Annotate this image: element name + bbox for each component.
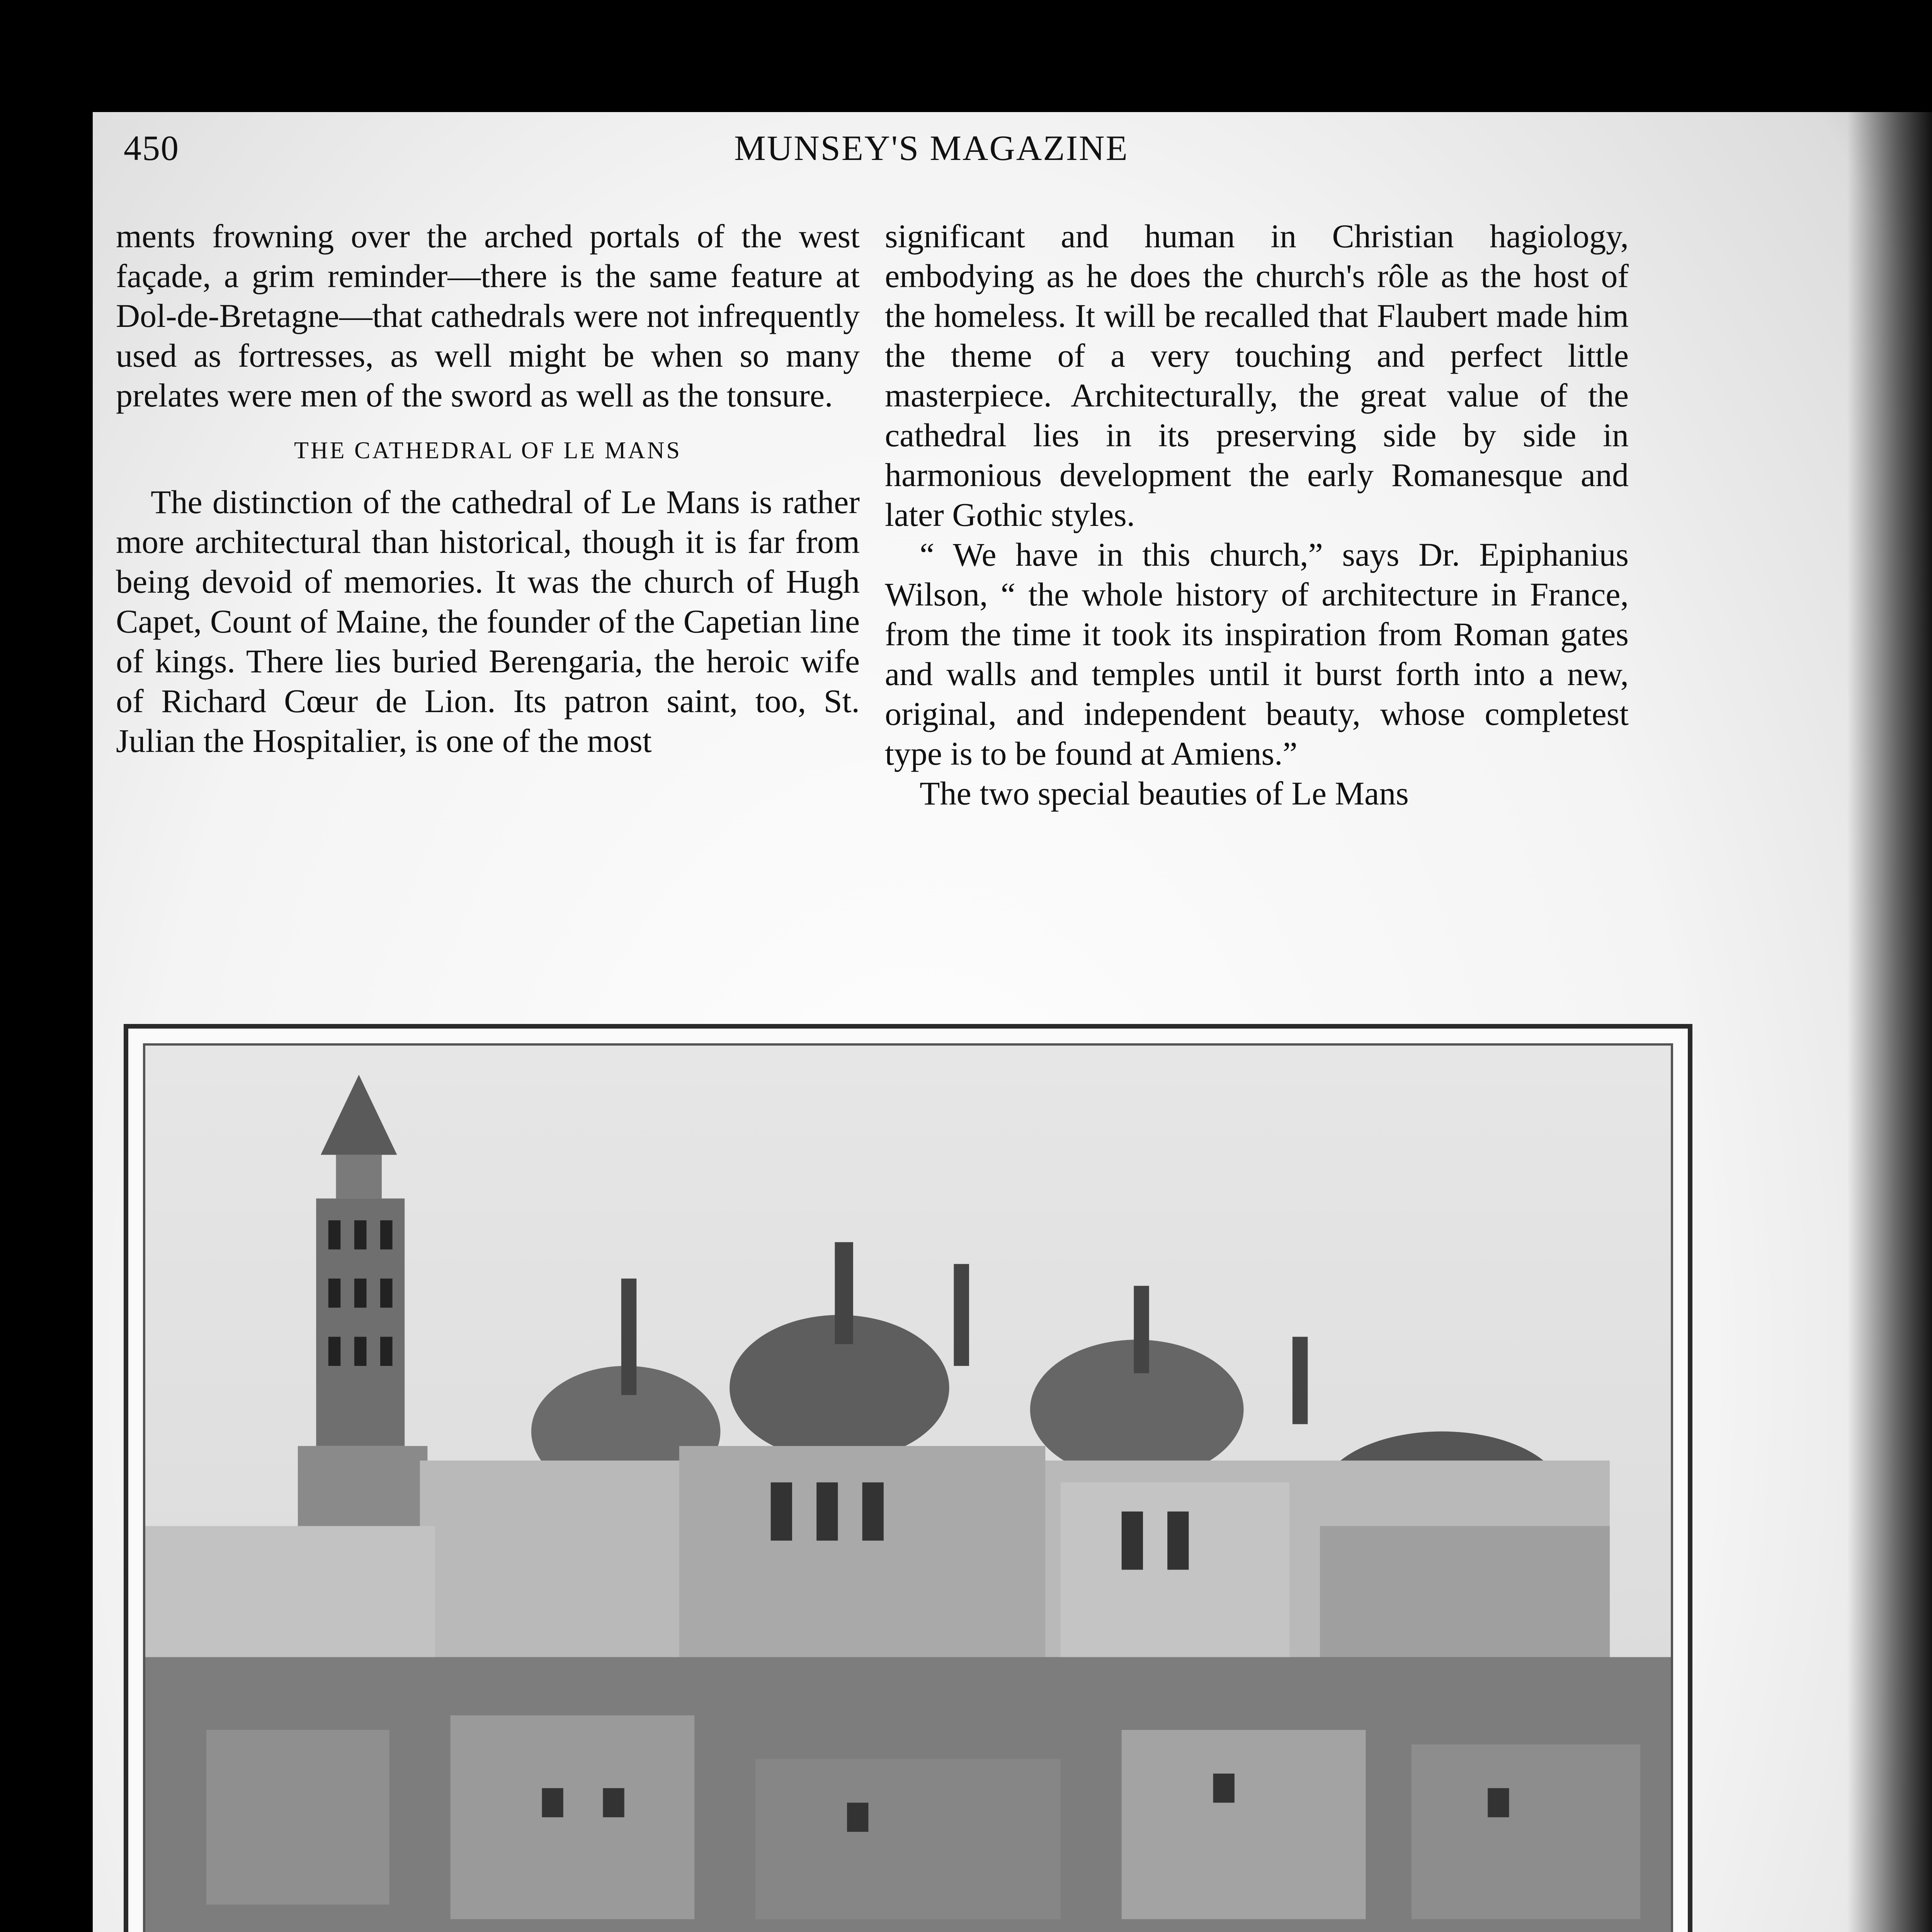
running-head [124,128,1592,182]
left-paragraph-2: The distinction of the cathedral of Le Mans is rather more architectural than historical, though it is far from being devoid of memories. It was the church of Hugh Capet, Count of Maine, the founder of the Capetian line of kings. There lies buried Berengaria, the heroic wife of Richard Cœur de Lion. Its patron saint, too, St. Julian the Hospitalier, is one of the most [116,483,860,759]
right-column [885,216,1629,813]
photo-frame [124,1024,1692,1932]
page-spine-shadow [1847,112,1932,1932]
left-paragraph-1: ments frowning over the arched portals of the west façade, a grim reminder—there is the same feature at Dol-de-Bretagne—that cathedrals were not infrequently used as fortresses, as well might be when so many prelates were men of the sword as well as the tonsure. [116,218,860,414]
right-paragraph-1: significant and human in Christian hagiology, embodying as he does the church's rôle as the host of the homeless. It will be recalled that Flaubert made him the theme of a very touching and perfect little masterpiece. Architecturally, the great value of the cathedral lies in its preserving side by side in harmonious development the early Romanesque and later Gothic styles. [885,218,1629,533]
cathedral-photograph [143,1043,1673,1932]
section-heading: THE CATHEDRAL OF LE MANS [294,437,682,464]
cathedral-illustration [145,1046,1671,1932]
magazine-title: MUNSEY'S MAGAZINE [734,128,1129,168]
right-paragraph-2: “ We have in this church,” says Dr. Epiphanius Wilson, “ the whole history of architecture in France, from the time it took its inspiration from Roman gates and walls and temples until it burst forth into a new, original, and independent beauty, whose completest type is to be found at Amiens.” [885,536,1629,772]
right-paragraph-3: The two special beauties of Le Mans [920,775,1409,812]
page-number: 450 [124,128,179,168]
left-column [116,216,860,761]
